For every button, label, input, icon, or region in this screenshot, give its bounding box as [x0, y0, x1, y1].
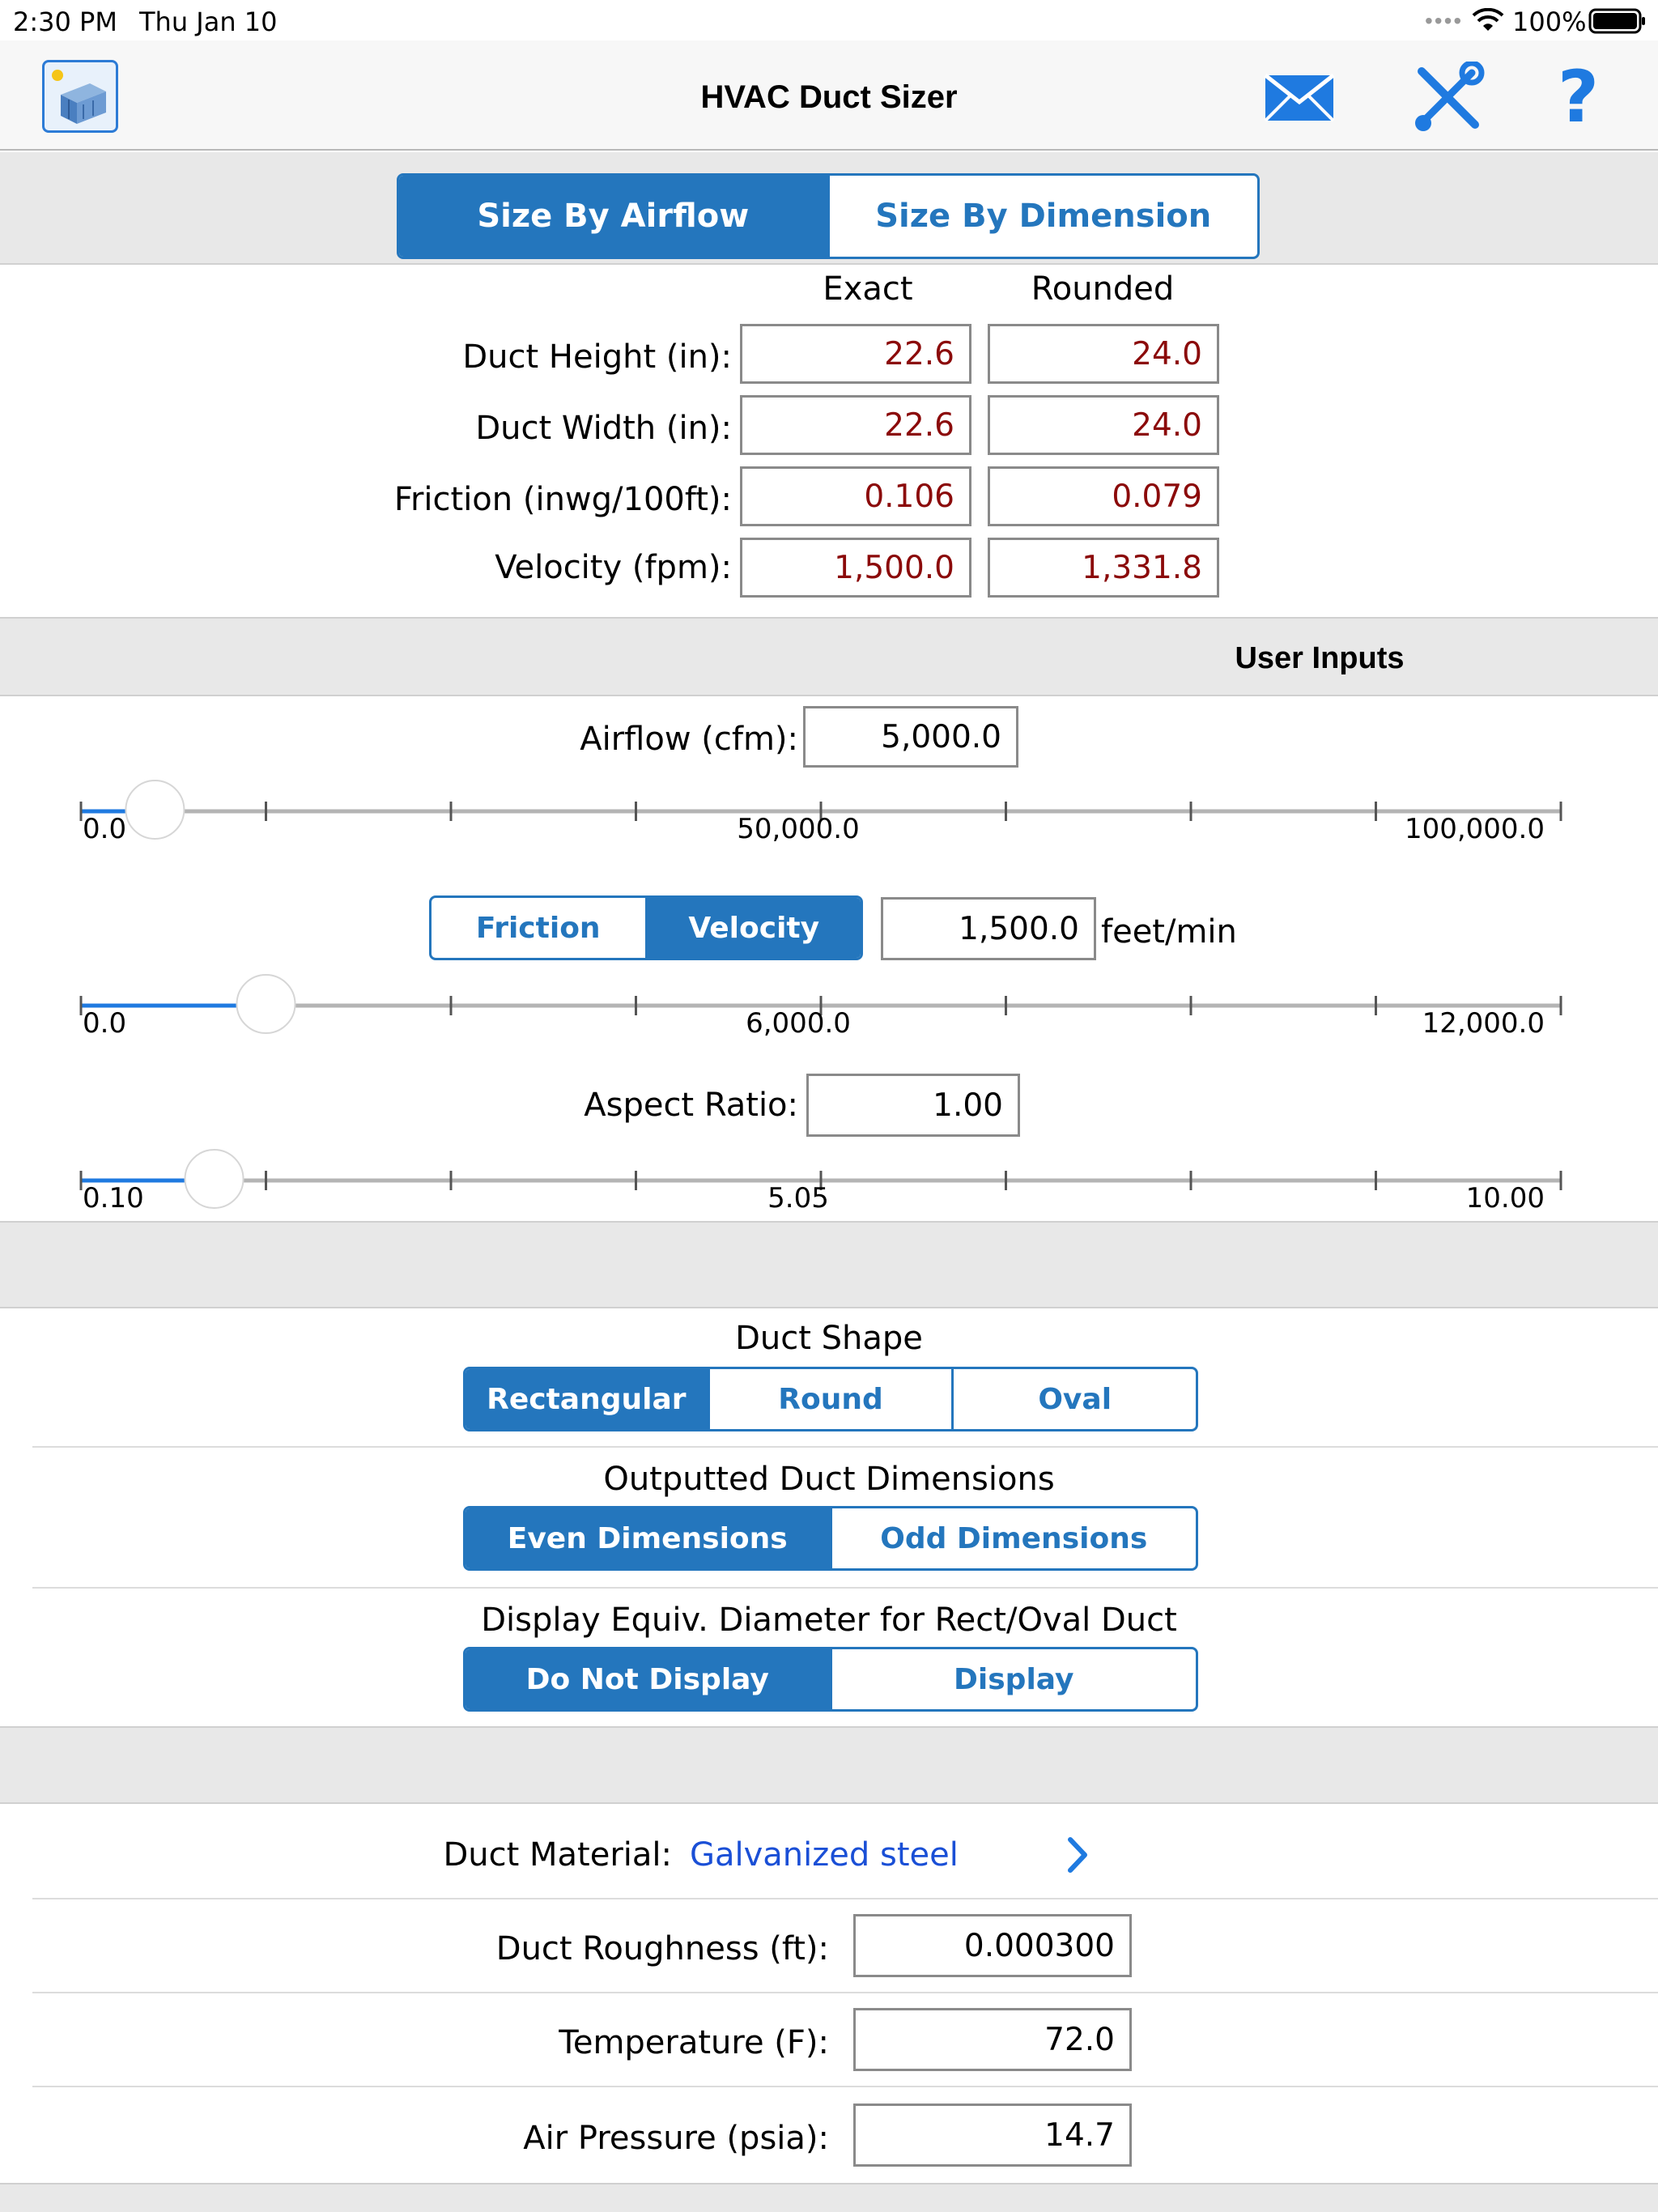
status-time: 2:30 PM — [13, 6, 117, 37]
shape-oval[interactable]: Oval — [951, 1369, 1196, 1429]
roughness-input-value: 0.000300 — [963, 1927, 1115, 1964]
velocity-input-value: 1,500.0 — [959, 910, 1079, 947]
user-inputs-header: User Inputs — [1235, 641, 1405, 675]
mode-segmented-control — [397, 173, 1260, 259]
airflow-max-label: 100,000.0 — [1404, 813, 1545, 845]
dims-control — [463, 1506, 1198, 1571]
temperature-input-value: 72.0 — [1044, 2021, 1115, 2058]
aspect-ratio-input-value: 1.00 — [933, 1087, 1003, 1124]
friction-exact-value: 0.106 — [864, 478, 954, 515]
battery-percent: 100% — [1512, 6, 1587, 37]
shape-round[interactable]: Round — [708, 1369, 952, 1429]
velocity-exact-value: 1,500.0 — [834, 549, 954, 586]
mail-icon[interactable] — [1263, 73, 1336, 123]
chevron-right-icon — [1065, 1836, 1090, 1874]
tab-size-by-airflow[interactable]: Size By Airflow — [399, 176, 827, 257]
duct-height-rounded — [988, 324, 1219, 384]
nav-title: HVAC Duct Sizer — [700, 79, 958, 115]
velocity-rounded — [988, 538, 1219, 598]
equiv-display[interactable]: Display — [830, 1649, 1197, 1709]
duct-height-label: Duct Height (in): — [462, 338, 732, 376]
duct-shape-control — [463, 1367, 1198, 1431]
duct-material-row[interactable] — [0, 1804, 1658, 1898]
aspect-max-label: 10.00 — [1465, 1182, 1545, 1214]
shape-rectangular[interactable]: Rectangular — [466, 1369, 708, 1429]
friction-label: Friction (inwg/100ft): — [393, 481, 732, 518]
velocity-max-label: 12,000.0 — [1422, 1007, 1545, 1040]
air-pressure-label: Air Pressure (psia): — [523, 2120, 829, 2157]
roughness-input[interactable] — [853, 1914, 1132, 1977]
air-pressure-input-value: 14.7 — [1044, 2116, 1115, 2154]
airflow-min-label: 0.0 — [83, 813, 127, 845]
duct-material-label: Duct Material: — [443, 1836, 672, 1874]
divider — [32, 1992, 1658, 1993]
airflow-input-value: 5,000.0 — [881, 718, 1001, 755]
tab-size-by-dimension[interactable]: Size By Dimension — [827, 176, 1258, 257]
col-exact-header: Exact — [823, 270, 913, 308]
slider-thumb — [237, 975, 295, 1033]
friction-exact — [740, 466, 971, 526]
bottom-band — [0, 2183, 1658, 2212]
velocity-option[interactable]: Velocity — [645, 898, 861, 958]
duct-shape-label: Duct Shape — [735, 1320, 923, 1357]
duct-width-rounded — [988, 395, 1219, 455]
status-date: Thu Jan 10 — [139, 6, 278, 37]
divider — [0, 263, 1658, 265]
duct-height-exact — [740, 324, 971, 384]
dims-label: Outputted Duct Dimensions — [603, 1461, 1055, 1498]
air-pressure-input[interactable] — [853, 2104, 1132, 2167]
velocity-unit: feet/min — [1101, 913, 1237, 951]
battery-icon — [1588, 8, 1647, 34]
duct-width-exact — [740, 395, 971, 455]
velocity-input[interactable] — [881, 897, 1096, 960]
wifi-icon — [1472, 8, 1504, 34]
velocity-rounded-value: 1,331.8 — [1082, 549, 1202, 586]
equiv-control — [463, 1647, 1198, 1712]
help-icon[interactable]: ? — [1558, 55, 1600, 138]
friction-rounded — [988, 466, 1219, 526]
dims-even[interactable]: Even Dimensions — [466, 1508, 830, 1568]
velocity-mid-label: 6,000.0 — [746, 1007, 851, 1040]
divider — [32, 1587, 1658, 1589]
airflow-mid-label: 50,000.0 — [737, 813, 860, 845]
friction-rounded-value: 0.079 — [1112, 478, 1202, 515]
duct-width-rounded-value: 24.0 — [1132, 406, 1202, 444]
aspect-ratio-input[interactable] — [806, 1074, 1020, 1137]
nav-bar — [0, 40, 1658, 151]
temperature-label: Temperature (F): — [559, 2024, 829, 2061]
friction-velocity-toggle — [429, 895, 863, 960]
duct-height-rounded-value: 24.0 — [1132, 335, 1202, 372]
airflow-input[interactable] — [803, 706, 1018, 768]
divider — [0, 1307, 1658, 1308]
equiv-do-not-display[interactable]: Do Not Display — [466, 1649, 830, 1709]
divider — [32, 1446, 1658, 1448]
divider — [32, 1898, 1658, 1899]
slider-thumb — [185, 1150, 244, 1208]
divider — [0, 695, 1658, 696]
velocity-min-label: 0.0 — [83, 1007, 127, 1040]
duct-material-value: Galvanized steel — [690, 1836, 959, 1874]
divider — [32, 2086, 1658, 2087]
spacer-band — [0, 1223, 1658, 1307]
duct-width-label: Duct Width (in): — [475, 410, 732, 447]
velocity-exact — [740, 538, 971, 598]
aspect-min-label: 0.10 — [83, 1182, 144, 1214]
equiv-label: Display Equiv. Diameter for Rect/Oval Duct — [481, 1602, 1177, 1639]
airflow-label: Airflow (cfm): — [580, 721, 798, 758]
roughness-label: Duct Roughness (ft): — [495, 1930, 829, 1967]
aspect-ratio-label: Aspect Ratio: — [584, 1087, 798, 1124]
dims-odd[interactable]: Odd Dimensions — [830, 1508, 1197, 1568]
spacer-band-2 — [0, 1728, 1658, 1802]
duct-height-exact-value: 22.6 — [884, 335, 954, 372]
velocity-label: Velocity (fpm): — [495, 549, 732, 586]
status-bar — [0, 0, 1658, 40]
tools-icon[interactable] — [1412, 62, 1485, 134]
temperature-input[interactable] — [853, 2008, 1132, 2071]
duct-width-exact-value: 22.6 — [884, 406, 954, 444]
aspect-mid-label: 5.05 — [767, 1182, 829, 1214]
col-rounded-header: Rounded — [1031, 270, 1175, 308]
friction-option[interactable]: Friction — [475, 911, 601, 945]
signal-dots-icon: •••• — [1425, 8, 1464, 33]
slider-thumb — [125, 781, 184, 839]
